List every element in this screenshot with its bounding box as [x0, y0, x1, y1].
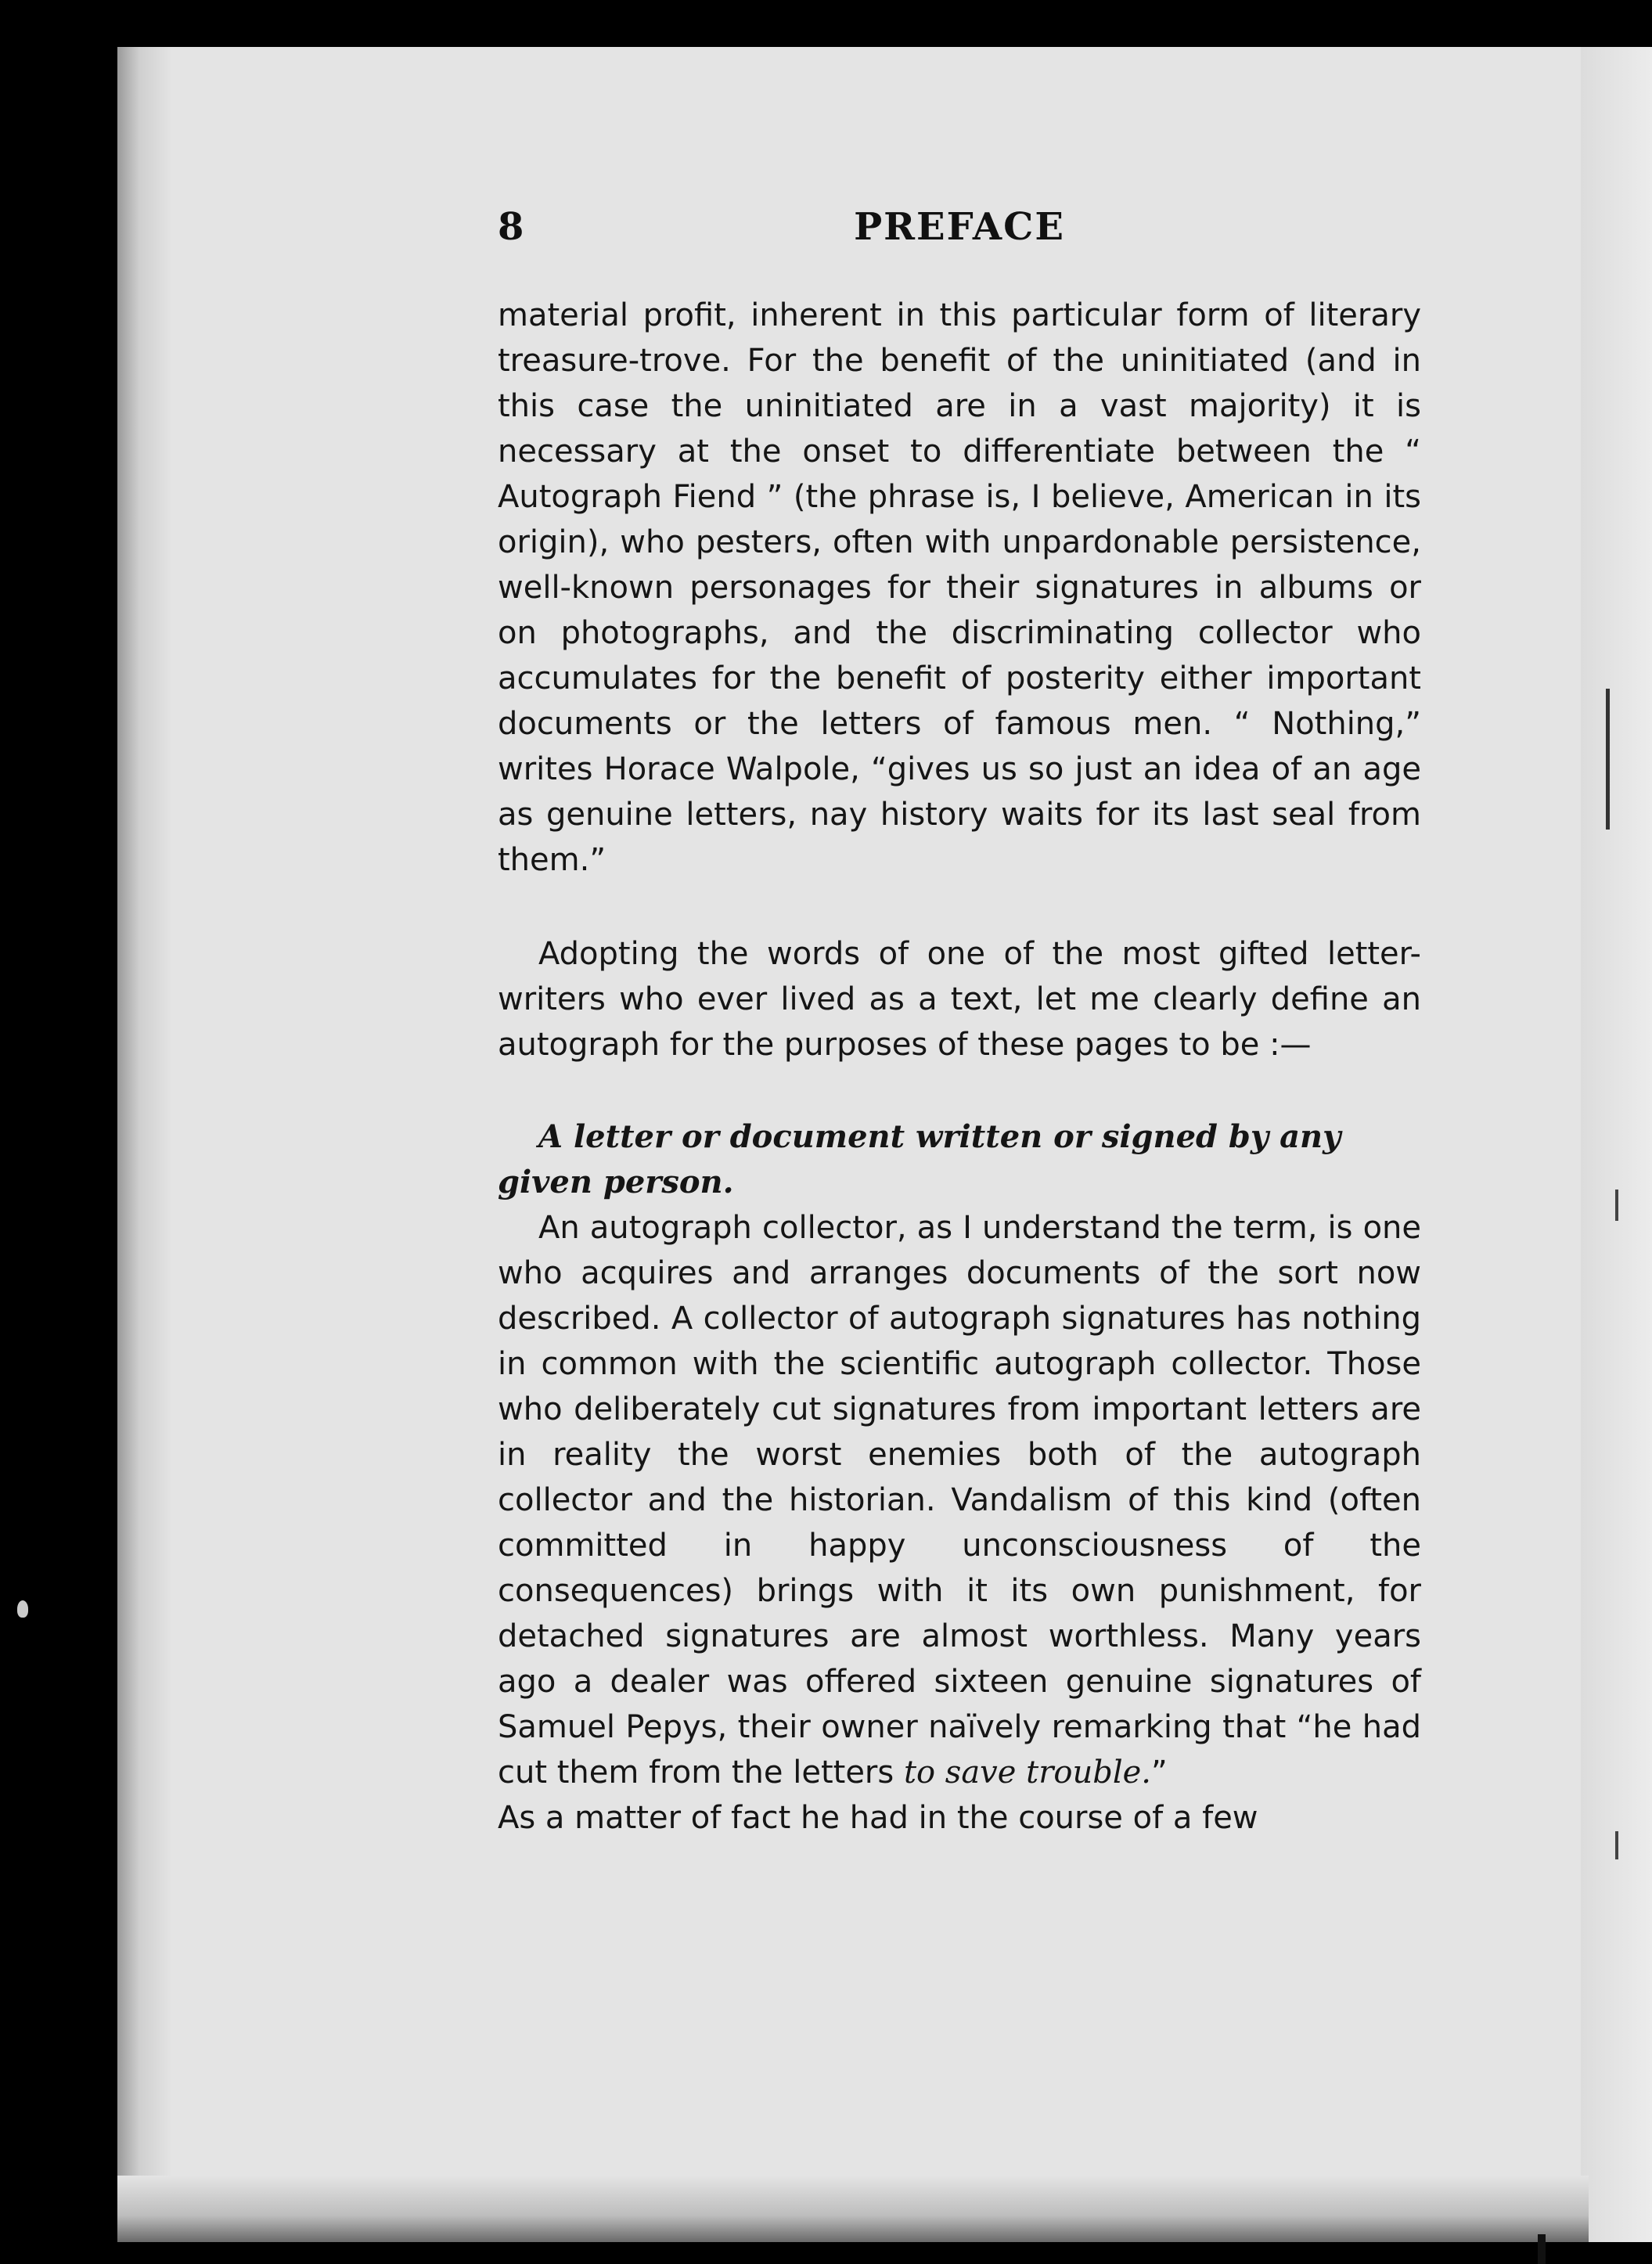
right-margin-speck — [1615, 1190, 1618, 1221]
paragraph-3-last-line: As a matter of fact he had in the course of a few — [498, 1800, 1258, 1836]
page-gutter-shadow — [117, 47, 172, 2242]
paragraph-2: Adopting the words of one of the most gifted letter-writers who ever lived as a text, let me clearly define an autograph for the purposes of these pages to be :— — [498, 936, 1421, 1063]
running-head — [498, 205, 1421, 260]
page-number: 8 — [498, 205, 524, 249]
autograph-definition: A letter or document written or signed by any given person. — [498, 1118, 1341, 1200]
page-title: PREFACE — [854, 205, 1065, 249]
paragraph-1: material profit, inherent in this particular form of literary treasure-trove. For the benefit of the uninitiated (and in this case the uninitiated are in a vast majority) it is necessary at the onset to differentiate between the “ Autograph Fiend ” (the phrase is, I believe, American in its origin), who pesters, often with unpardonable persistence, well-known personages for their signatures in albums or on photographs, and the discriminating collector who accumulates for the benefit of posterity either important documents or the letters of famous men. “ Nothing,” writes Horace Walpole, “gives us so just an idea of an age as genuine letters, nay history waits for its last seal from them.” — [498, 297, 1421, 878]
page-bottom-shadow — [117, 2176, 1589, 2242]
paragraph-3-text: An autograph collector, as I understand the term, is one who acquires and arranges documents of the sort now described. A collector of autograph signatures has nothing in common with the scientific autograph collector. Those who deliberately cut signatures from important letters are in reality the worst enemies both of the autograph collector and the historian. Vandalism of this kind (often committed in happy unconsciousness of the consequences) brings with it its own punishment, for detached signatures are almost worthless. Many years ago a dealer was offered sixteen genuine signatures of Samuel Pepys, their owner naïvely remarking that “he had cut them from the letters — [498, 1210, 1421, 1791]
left-margin-speck — [17, 1600, 28, 1618]
page-right-margin — [1581, 47, 1652, 2242]
bottom-edge-mark — [1538, 2234, 1546, 2264]
paragraph-3-italic: to save trouble. — [903, 1755, 1151, 1791]
paragraph-3 — [498, 1205, 1421, 1841]
paragraph-3-close-quote: ” — [1151, 1755, 1168, 1791]
right-margin-mark — [1606, 689, 1624, 830]
right-margin-speck — [1615, 1831, 1618, 1859]
